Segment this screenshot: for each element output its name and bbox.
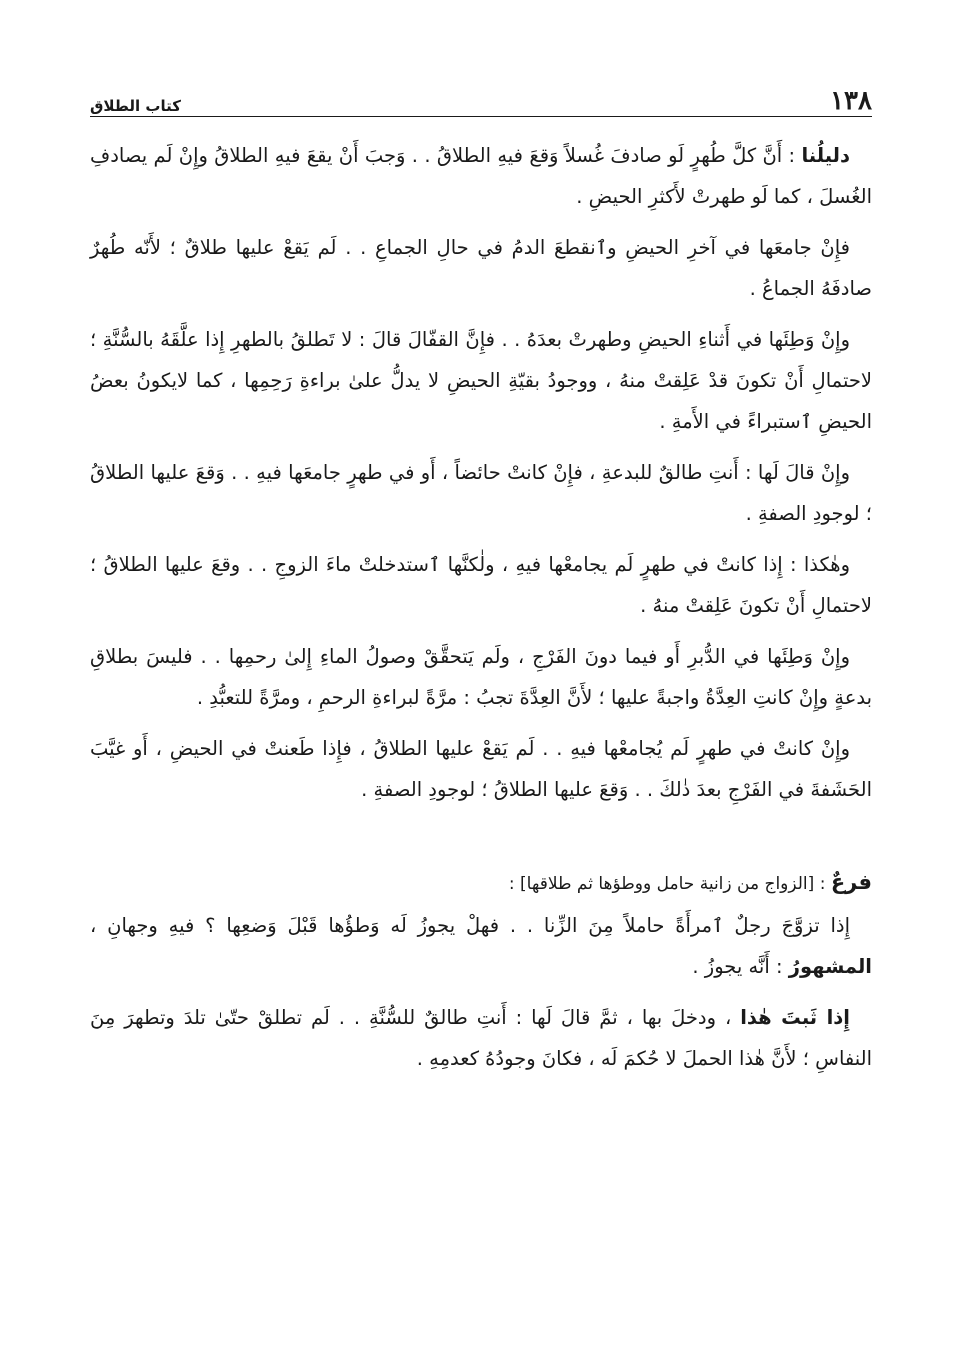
paragraph bbox=[90, 997, 872, 1079]
paragraph bbox=[90, 319, 872, 442]
paragraph bbox=[90, 135, 872, 217]
paragraph-text: وإِنْ كانتْ في طهرٍ لَم يُجامعْها فيهِ . . لَم يَقعْ عليها الطلاقُ ، فإِذا طَعنتْ في الحيضِ ، أَو غيَّبَ الحَشَفةَ في الفَرْجِ بعدَ ذٰلكَ . . وَقعَ عليها الطلاقُ ؛ لوجودِ الصفةِ . bbox=[90, 737, 872, 801]
paragraph bbox=[90, 636, 872, 718]
paragraph bbox=[90, 452, 872, 534]
section-title: : [الزواج من زانية حامل ووطؤها ثم طلاقها] : bbox=[508, 874, 831, 894]
running-title: كتاب الطلاق bbox=[90, 97, 181, 115]
book-page bbox=[90, 80, 872, 1079]
section-label: فرعٌ bbox=[830, 870, 872, 894]
paragraph bbox=[90, 728, 872, 810]
paragraph-text: وإِنْ قالَ لَها : أَنتِ طالقٌ للبدعةِ ، فإِنْ كانتْ حائضاً ، أَو في طهرٍ جامعَها فيهِ . . وَقعَ عليها الطلاقُ ؛ لوجودِ الصفةِ . bbox=[90, 461, 872, 525]
paragraph-lead: دليلُنا bbox=[801, 144, 850, 167]
paragraph bbox=[90, 905, 872, 987]
page-body bbox=[90, 135, 872, 1079]
paragraph-text: فإِنْ جامعَها في آخرِ الحيضِ وٱنقطعَ الدمُ في حالِ الجماعِ . . لَم يَقعْ عليها طلاقٌ ؛ لأَنّه طُهرٌ صادفَهُ الجماعُ . bbox=[90, 236, 872, 300]
paragraph-keyword: المشهورُ bbox=[788, 955, 872, 978]
paragraph-keyword: إِذا ثَبتَ هٰذا bbox=[740, 1006, 850, 1029]
paragraph-text: : أَنَّ كلَّ طُهرٍ لَو صادفَ غُسلاً وَقعَ فيهِ الطلاقُ . . وَجبَ أَنْ يقعَ فيهِ الطلاقُ وإِنْ لَم يصادفِ الغُسلَ ، كما لَو طهرتْ لأَكثرِ الحيضِ . bbox=[90, 144, 872, 208]
paragraph-text: ، ودخلَ بها ، ثمَّ قالَ لَها : أَنتِ طالقٌ للسُّنَّةِ . . لَم تطلقْ حتّىٰ تلدَ وتطهرَ مِنَ النفاسِ ؛ لأَنَّ هٰذا الحملَ لا حُكمَ لَه ، فكانَ وجودُهُ كعدمِهِ . bbox=[90, 1006, 872, 1070]
paragraph-text: وإِنْ وَطِئَها في أَثناءِ الحيضِ وطهرتْ بعدَهُ . . فإِنَّ القفّالَ قالَ : لا تَطلقُ بالطهرِ إِذا علَّقَهُ بالسُّنَّةِ ؛ لاحتمالِ أَنْ تكونَ قدْ عَلِقتْ منهُ ، ووجودُ بقيّةِ الحيضِ لا يدلُّ علىٰ براءةِ رَحِمِها ، كما لايكونُ بعضُ الحيضِ ٱستبراءً في الأَمةِ . bbox=[90, 328, 872, 433]
section-heading bbox=[90, 862, 872, 905]
paragraph-text: وإِنْ وَطِئَها في الدُّبرِ أَو فيما دونَ الفَرْجِ ، ولَم يَتحقَّقْ وصولُ الماءِ إِلىٰ رحمِها . . فليسَ بطلاقِ بدعةٍ وإِنْ كانتِ العِدَّةُ واجبةً عليها ؛ لأَنَّ العِدَّةَ تجبُ : مرَّةً لبراءةِ الرحمِ ، ومرَّةً للتعبُّدِ . bbox=[90, 645, 872, 709]
paragraph-text: : أَنَّه يجوزُ . bbox=[692, 955, 789, 978]
paragraph-text: إِذا تزوَّجَ رجلٌ ٱمرأَةً حاملاً مِنَ الزِّنا . . فهلْ يجوزُ لَه وَطؤُها قَبْلَ وَضعِها ؟ فيهِ وجهانِ ، bbox=[90, 914, 850, 937]
page-number: ١٣٨ bbox=[830, 86, 872, 116]
paragraph bbox=[90, 227, 872, 309]
page-header bbox=[90, 80, 872, 117]
paragraph bbox=[90, 544, 872, 626]
paragraph-text: وهٰكذا : إِذا كانتْ في طهرٍ لَم يجامعْها فيهِ ، ولٰكنَّها ٱستدخلتْ ماءَ الزوجِ . . وقعَ عليها الطلاقُ ؛ لاحتمالِ أَنْ تكونَ عَلِقتْ منهُ . bbox=[90, 553, 872, 617]
section-gap bbox=[90, 810, 872, 862]
